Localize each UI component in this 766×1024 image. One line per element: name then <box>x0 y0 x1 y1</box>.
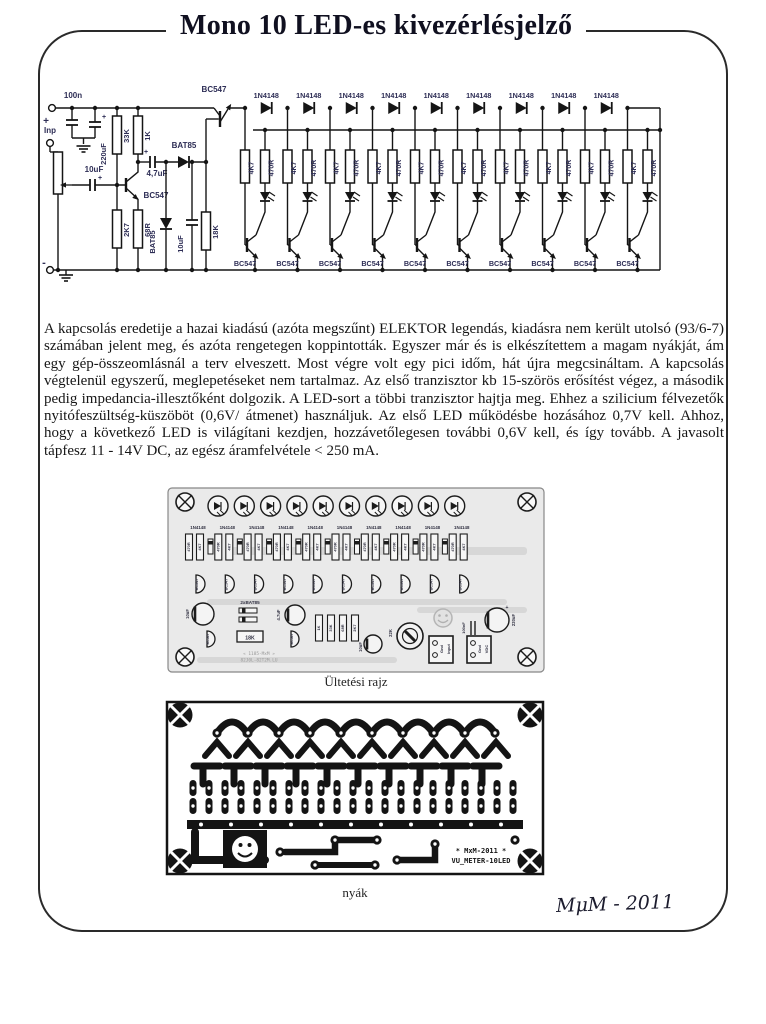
svg-text:+: + <box>97 175 103 182</box>
svg-text:68R: 68R <box>340 624 345 632</box>
svg-text:4K7: 4K7 <box>285 543 291 551</box>
svg-text:BC547: BC547 <box>276 259 299 268</box>
svg-text:10uF: 10uF <box>176 235 185 253</box>
svg-text:18K: 18K <box>245 635 255 642</box>
svg-text:1N4148: 1N4148 <box>424 525 441 530</box>
svg-text:4K7: 4K7 <box>588 161 596 175</box>
svg-text:4K7: 4K7 <box>314 543 320 551</box>
svg-text:4K7: 4K7 <box>431 543 437 551</box>
svg-text:470R: 470R <box>438 159 446 177</box>
svg-text:Input: Input <box>446 644 451 654</box>
svg-text:4K7: 4K7 <box>546 161 553 175</box>
copper-pcb-image <box>165 700 545 877</box>
svg-text:470R: 470R <box>215 542 221 552</box>
svg-text:BC547: BC547 <box>429 578 434 591</box>
article-paragraph: A kapcsolás eredetije a hazai kiadású (azóta megszűnt) ELEKTOR legendás, kiadásra nem került utolsó (93/6-7) számában jelent meg, és azóta rengetegen koppintották. Egyszer már és is elkészítettem a magam nyákját, ám egy gép-összeomlásnál a terv elveszett. Most végre volt egy pici időm, hát újra megcsináltam. A kapcsolás végtelenül egyszerű, meglepetéseket nem tartalmaz. Az első tranzisztor kb 15-szörös erősítést végez, a második pedig impedancia-illesztőként dolgozik. A LED-sort a többi tranzisztor hajtja meg. Ehhez a szilicium félvezetők nyitófeszültség-küszöböt (0,6V/ átmenet) használjuk. Az első LED működésbe hozásához 0,7V kell. Ahhoz, hogy a következő LED is világítani kezdjen, hozzávetőlegesen további 0,6V kell, és így tovább. A javasolt tápfesz 11 - 14V DC, az egész áramfelvétele < 250 mA. <box>44 321 724 459</box>
svg-text:470R: 470R <box>362 542 367 552</box>
svg-text:1N4148: 1N4148 <box>248 525 265 530</box>
svg-text:470R: 470R <box>608 159 616 177</box>
svg-text:1N4148: 1N4148 <box>296 91 322 100</box>
svg-text:1N4148: 1N4148 <box>253 91 279 100</box>
svg-text:1N4148: 1N4148 <box>381 91 407 100</box>
svg-text:1N4148: 1N4148 <box>307 525 323 530</box>
page-title: Mono 10 LED-es kivezérlésjelző <box>166 10 586 42</box>
svg-text:470R: 470R <box>311 159 318 177</box>
component-layout-caption: Ültetési rajz <box>324 674 388 689</box>
svg-text:33K: 33K <box>122 129 131 143</box>
svg-text:4K7: 4K7 <box>291 161 298 175</box>
svg-text:BC547: BC547 <box>233 259 257 268</box>
svg-text:1N4148: 1N4148 <box>338 91 364 100</box>
svg-text:470R: 470R <box>449 542 455 552</box>
svg-text:470R: 470R <box>420 542 426 552</box>
copper-pcb-svg <box>165 700 545 877</box>
svg-text:4K7: 4K7 <box>333 161 341 175</box>
svg-text:4K7: 4K7 <box>376 161 383 175</box>
pcb-caption: nyák <box>342 885 368 900</box>
svg-text:BC547: BC547 <box>253 578 258 591</box>
svg-text:* MxM-2011 *: * MxM-2011 * <box>455 847 507 855</box>
svg-text:4K7: 4K7 <box>402 543 408 551</box>
svg-text:VDC: VDC <box>484 644 489 654</box>
svg-text:68R: 68R <box>143 223 152 237</box>
svg-text:+: + <box>43 116 49 127</box>
svg-text:470R: 470R <box>566 159 573 177</box>
svg-text:220uF: 220uF <box>511 613 516 627</box>
svg-text:470R: 470R <box>523 159 531 177</box>
svg-text:4K7: 4K7 <box>631 161 638 175</box>
svg-text:BC547: BC547 <box>143 191 169 200</box>
svg-text:1N4148: 1N4148 <box>466 91 492 100</box>
svg-text:4K7: 4K7 <box>248 161 256 175</box>
schematic-image <box>38 72 728 304</box>
svg-text:4K7: 4K7 <box>460 543 466 551</box>
svg-text:10uF: 10uF <box>84 165 104 174</box>
signature: MμM - 2011 <box>555 890 675 918</box>
component-layout-image <box>167 487 545 673</box>
svg-text:Gnd: Gnd <box>477 645 482 653</box>
svg-text:470R: 470R <box>186 542 192 552</box>
svg-text:+: + <box>101 114 107 121</box>
svg-text:4K7: 4K7 <box>255 543 261 551</box>
svg-text:470R: 470R <box>244 542 250 552</box>
svg-text:1N4148: 1N4148 <box>508 91 534 100</box>
svg-text:470R: 470R <box>303 542 309 552</box>
svg-text:BC547: BC547 <box>488 259 512 268</box>
svg-text:470R: 470R <box>481 159 488 177</box>
svg-text:BC547: BC547 <box>446 259 469 268</box>
svg-text:BC547: BC547 <box>201 85 227 94</box>
svg-text:1N4148: 1N4148 <box>190 525 206 530</box>
component-layout-svg <box>167 487 545 673</box>
svg-text:470R: 470R <box>651 159 658 177</box>
svg-text:BC547: BC547 <box>616 259 639 268</box>
svg-text:BC547: BC547 <box>531 259 554 268</box>
svg-text:BC547: BC547 <box>403 259 427 268</box>
svg-text:4K7: 4K7 <box>503 161 511 175</box>
svg-text:BC547: BC547 <box>573 259 597 268</box>
svg-text:4K7: 4K7 <box>343 543 349 551</box>
svg-text:4.7uF: 4.7uF <box>276 609 281 621</box>
svg-text:470R: 470R <box>396 159 403 177</box>
svg-text:10uF: 10uF <box>358 642 363 652</box>
svg-text:BC547: BC547 <box>361 259 384 268</box>
svg-text:Inp: Inp <box>44 126 56 135</box>
svg-text:1N4148: 1N4148 <box>423 91 449 100</box>
svg-text:BAT85: BAT85 <box>148 230 157 254</box>
svg-text:BC547: BC547 <box>341 578 346 591</box>
svg-text:2xBAT85: 2xBAT85 <box>240 600 260 605</box>
svg-text:1N4148: 1N4148 <box>278 525 294 530</box>
svg-text:1N4148: 1N4148 <box>593 91 619 100</box>
svg-text:BC547: BC547 <box>224 578 229 591</box>
svg-text:22K: 22K <box>388 629 393 637</box>
svg-text:470R: 470R <box>353 159 361 177</box>
svg-text:+: + <box>143 149 149 156</box>
svg-text:1N4148: 1N4148 <box>366 525 382 530</box>
svg-text:VU_METER-10LED: VU_METER-10LED <box>451 857 511 865</box>
svg-text:-: - <box>42 257 46 269</box>
svg-text:100nF: 100nF <box>461 622 466 634</box>
svg-text:33K: 33K <box>328 624 333 632</box>
svg-text:BC547: BC547 <box>458 578 463 591</box>
svg-text:220uF: 220uF <box>99 143 108 165</box>
svg-text:BAT85: BAT85 <box>171 141 197 150</box>
svg-text:Gnd: Gnd <box>439 645 444 653</box>
svg-text:18K: 18K <box>211 225 220 239</box>
svg-text:4K7: 4K7 <box>197 543 203 551</box>
svg-text:« 1185-MxM »: « 1185-MxM » <box>243 652 275 657</box>
svg-text:1N4148: 1N4148 <box>219 525 235 530</box>
svg-text:BC547: BC547 <box>206 633 210 645</box>
svg-text:1N4148: 1N4148 <box>395 525 411 530</box>
svg-text:4K7: 4K7 <box>418 161 426 175</box>
svg-text:BC547: BC547 <box>370 578 375 591</box>
svg-text:470R: 470R <box>391 542 397 552</box>
svg-text:BC547: BC547 <box>195 578 199 591</box>
svg-text:BC547: BC547 <box>400 578 405 591</box>
svg-text:BC547: BC547 <box>290 633 294 645</box>
svg-text:1K: 1K <box>316 625 321 631</box>
svg-text:470R: 470R <box>332 542 338 552</box>
svg-text:10uF: 10uF <box>185 609 190 619</box>
svg-text:4K7: 4K7 <box>461 161 468 175</box>
svg-text:100n: 100n <box>63 91 83 100</box>
svg-text:470R: 470R <box>274 542 280 552</box>
svg-text:4,7uF: 4,7uF <box>146 169 168 178</box>
svg-text:BC547: BC547 <box>282 578 287 591</box>
svg-text:1N4148: 1N4148 <box>551 91 577 100</box>
schematic-svg <box>38 72 728 304</box>
svg-text:BC547: BC547 <box>312 578 317 591</box>
svg-text:1N4148: 1N4148 <box>454 525 470 530</box>
svg-text:1K: 1K <box>143 131 152 141</box>
svg-text:BC547: BC547 <box>318 259 342 268</box>
svg-text:4K7: 4K7 <box>226 543 232 551</box>
svg-text:4K7: 4K7 <box>373 543 378 551</box>
svg-text:470R: 470R <box>268 159 276 177</box>
svg-text:+: + <box>505 605 509 611</box>
svg-text:1N4148: 1N4148 <box>336 525 353 530</box>
svg-text:2K7: 2K7 <box>122 223 131 237</box>
svg-text:82J0L-82T2M.LU: 82J0L-82T2M.LU <box>240 658 278 664</box>
svg-text:2K7: 2K7 <box>352 624 357 632</box>
